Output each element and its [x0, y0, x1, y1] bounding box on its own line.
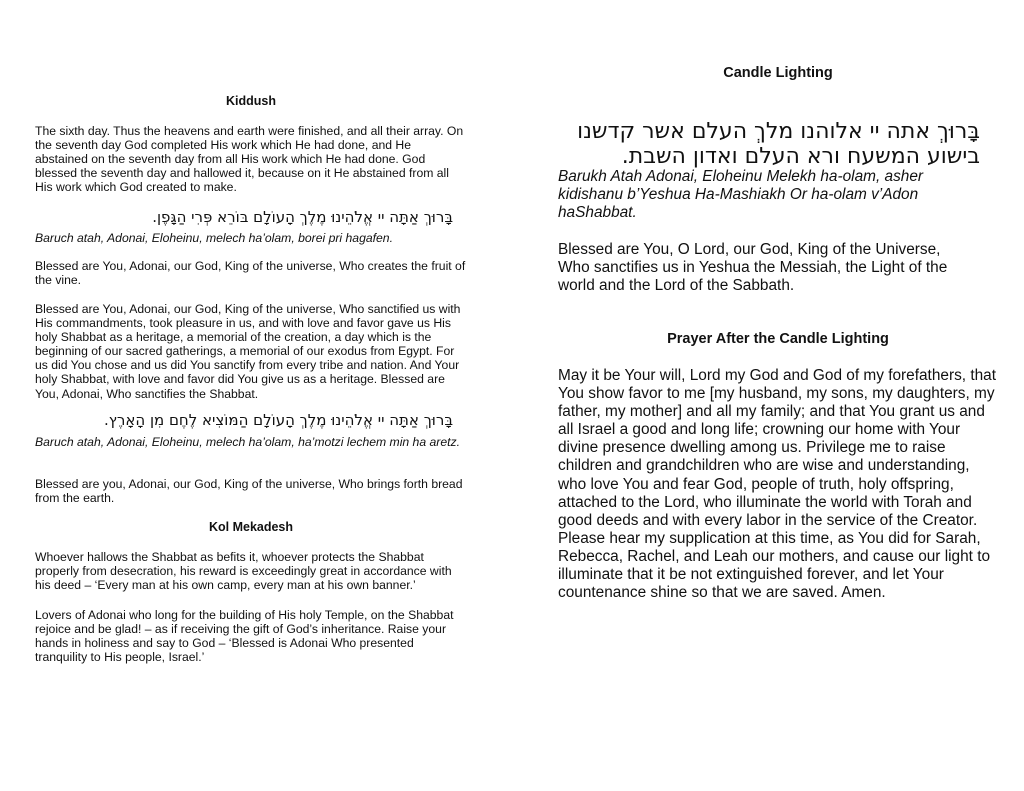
bread-blessing-transliteration: Baruch atah, Adonai, Eloheinu, melech ha’olam, ha’motzi lechem min ha aretz.	[35, 435, 460, 449]
prayer-after-text: May it be Your will, Lord my God and God of my forefathers, that You show favor to me [my husband, my sons, my daughters, my father, my mother] and all my family; and that You grant us and all Israel a good and long life; crowning our home with Your divine presence dwelling among us. Privilege me to raise children and grandchildren who are wise and understanding, who love You and fear God, people of truth, holy offspring, attached to the Lord, who illuminate the world with Torah and good deeds and with every labor in the service of the Creator. Please hear my supplication at this time, as You did for Sarah, Rebecca, Rachel, and Leah our mothers, and cause our light to illuminate that it be not extinguished forever, and let Your countenance shine so that we are saved. Amen.	[558, 367, 996, 602]
bread-blessing-hebrew: בָּרוּךְ אַתָּה יי אֱלֹהֵינוּ מֶלֶךְ הָעוֹלָם הַמּוֹצִיא לֶחֶם מִן הָאָרֶץ.	[104, 411, 453, 429]
kol-mekadesh-paragraph-2: Lovers of Adonai who long for the building of His holy Temple, on the Shabbat rejoice and be glad! – as if receiving the gift of God’s inheritance. Raise your hands in holiness and say to God – ‘Blessed is Adonai Who presented tranquility to His people, Israel.’	[35, 608, 454, 665]
kol-mekadesh-section	[35, 520, 467, 534]
candle-blessing-hebrew: בָּרוּךְ אתה יי אלוהנו מלךְ העלם אשר קדשנו בישוע המשעח ורא העלם ואדון השבת.	[577, 119, 980, 169]
wine-blessing-english: Blessed are You, Adonai, our God, King of the universe, Who creates the fruit of the vine.	[35, 259, 466, 288]
candle-blessing-english: Blessed are You, O Lord, our God, King of the Universe, Who sanctifies us in Yeshua the Messiah, the Light of the world and the Lord of the Sabbath.	[558, 241, 948, 295]
wine-blessing-hebrew: בָּרוּךְ אַתָּה יי אֱלֹהֵינוּ מֶלֶךְ הָעוֹלָם בּוֹרֵא פְּרִי הַגָּפֶן.	[152, 208, 453, 226]
candle-lighting-title: Candle Lighting	[723, 65, 833, 81]
candle-blessing-transliteration: Barukh Atah Adonai, Eloheinu Melekh ha-olam, asher kidishanu b’Yeshua Ha-Mashiakh Or ha-olam v’Adon haShabbat.	[558, 168, 924, 222]
sanctification-paragraph: Blessed are You, Adonai, our God, King of the universe, Who sanctified us with His commandments, took pleasure in us, and with love and favor gave us His holy Shabbat as a heritage, a memorial of the creation, a day which is the beginning of our sacred gatherings, a memorial of our exodus from Egypt. For us did You chose and us did You sanctify from every tribe and nation. And Your holy Shabbat, with love and favor did You give us as a heritage. Blessed are You, Adonai, Who sanctifies the Shabbat.	[35, 302, 461, 401]
candle-lighting-section	[558, 65, 998, 81]
prayer-after-title: Prayer After the Candle Lighting	[667, 331, 889, 347]
kol-mekadesh-paragraph-1: Whoever hallows the Shabbat as befits it, whoever protects the Shabbat properly from desecration, his reward is exceedingly great in accordance with his deed – ‘Every man at his own camp, every man at his own banner.’	[35, 550, 452, 593]
bread-blessing-english: Blessed are you, Adonai, our God, King of the universe, Who brings forth bread from the earth.	[35, 477, 463, 506]
wine-blessing-transliteration: Baruch atah, Adonai, Eloheinu, melech ha’olam, borei pri hagafen.	[35, 231, 393, 245]
kiddush-section	[35, 94, 467, 108]
kiddush-title: Kiddush	[226, 94, 276, 108]
kol-mekadesh-title: Kol Mekadesh	[208, 520, 294, 534]
prayer-after-section	[558, 331, 998, 347]
kiddush-intro: The sixth day. Thus the heavens and earth were finished, and all their array. On the seventh day God completed His work which He had done, and He abstained on the seventh day from all His work which He had done. God blessed the seventh day and hallowed it, because on it He abstained from all His work which God created to make.	[35, 124, 464, 195]
